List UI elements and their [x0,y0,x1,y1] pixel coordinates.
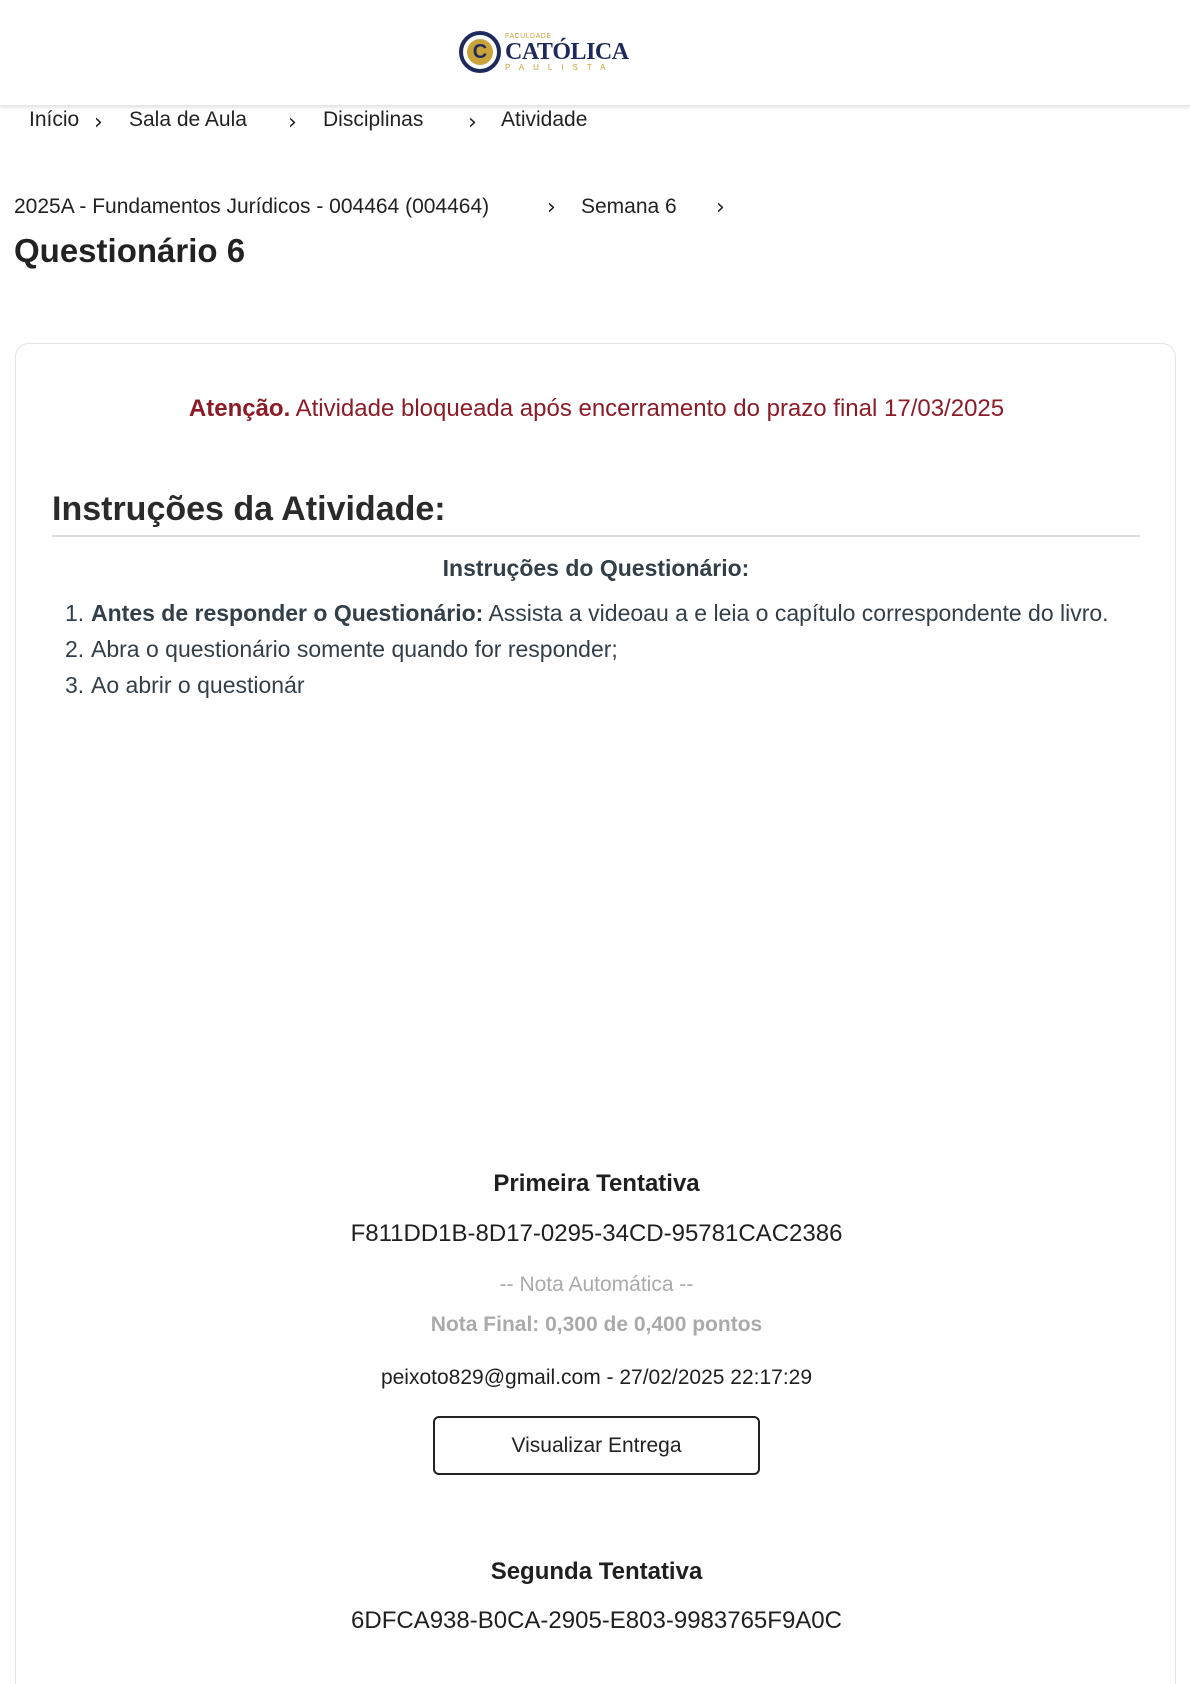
instructions-subheading: Instruções do Questionário: [442,555,750,581]
list-item: 1. Antes de responder o Questionário: Assista a videoau a e leia o capítulo correspondente do livro. [65,600,1109,626]
list-item: 3. Ao abrir o questionár [65,672,305,698]
chevron-right-icon: › [94,110,103,135]
course-path [14,195,1174,227]
attempt-1-auto-grade-label: -- Nota Automática -- [499,1273,694,1296]
deadline-notice [16,395,1177,423]
activity-card [15,343,1176,1684]
chevron-right-icon: › [547,195,556,220]
chevron-right-icon: › [716,195,725,220]
logo[interactable] [459,31,629,73]
attempt-2-title: Segunda Tentativa [490,1558,703,1585]
chevron-right-icon: › [468,110,477,135]
logo-text: FACULDADE CATÓLICA PAULISTA [505,32,629,72]
breadcrumb [0,108,1190,138]
top-bar [0,0,1190,106]
view-submission-button[interactable]: Visualizar Entrega [433,1416,760,1475]
breadcrumb-sala-de-aula[interactable]: Sala de Aula [129,108,247,131]
breadcrumb-inicio[interactable]: Início [29,108,80,131]
attempt-1-title: Primeira Tentativa [493,1170,700,1197]
attempt-1-code: F811DD1B-8D17-0295-34CD-95781CAC2386 [350,1220,843,1247]
attempt-1-final-grade: Nota Final: 0,300 de 0,400 pontos [430,1313,763,1336]
attempt-1-submitter: peixoto829@gmail.com - 27/02/2025 22:17:29 [380,1366,813,1389]
notice-text: Atividade bloqueada após encerramento do prazo final 17/03/2025 [290,395,1005,422]
breadcrumb-disciplinas[interactable]: Disciplinas [323,108,424,131]
week-link[interactable]: Semana 6 [581,195,677,218]
page-title: Questionário 6 [14,232,246,269]
chevron-right-icon: › [288,110,297,135]
instructions-heading: Instruções da Atividade: [52,490,1140,537]
logo-mark-icon: C [459,31,501,73]
instructions-list [65,595,1115,703]
breadcrumb-atividade: Atividade [501,108,588,131]
list-item: 2. Abra o questionário somente quando for responder; [65,636,618,662]
notice-label: Atenção. [188,395,291,422]
course-link[interactable]: 2025A - Fundamentos Jurídicos - 004464 (004464) [14,195,490,218]
attempt-2-code: 6DFCA938-B0CA-2905-E803-9983765F9A0C [351,1607,842,1634]
